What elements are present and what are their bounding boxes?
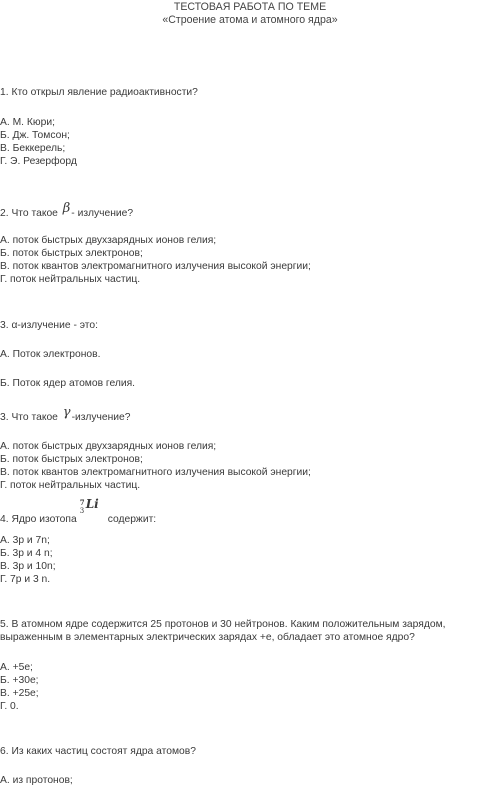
question-5-options <box>0 661 39 713</box>
question-text-line-2: выраженным в элементарных электрических зарядах +е, обладает это атомное ядро? <box>0 632 415 643</box>
question-1 <box>0 86 198 99</box>
question-prefix: 4. Ядро изотопа <box>0 514 77 525</box>
beta-symbol: β <box>62 201 71 216</box>
option-b: Б. Поток ядер атомов гелия. <box>0 378 136 389</box>
option-a: А. поток быстрых двухзарядных ионов гелия; <box>0 441 217 452</box>
question-2-options <box>0 234 311 286</box>
question-suffix: -излучение? <box>71 412 131 423</box>
option-d: Г. поток нейтральных частиц. <box>0 274 141 285</box>
question-text-line-1: 5. В атомном ядре содержится 25 протонов и 30 нейтронов. Каким положительным зарядом, <box>0 619 446 630</box>
option-d: Г. 7р и 3 n. <box>0 574 51 585</box>
question-6 <box>0 745 196 758</box>
option-b: Б. 3р и 4 n; <box>0 548 53 559</box>
option-c: В. поток квантов электромагнитного излучения высокой энергии; <box>0 467 311 478</box>
option-b: Б. +30е; <box>0 675 39 686</box>
question-2 <box>0 201 134 220</box>
question-1-options <box>0 116 77 168</box>
option-a: А. Поток электронов. <box>0 349 101 360</box>
option-a: А. М. Кюри; <box>0 117 55 128</box>
isotope-atomic-number: 3 <box>79 507 85 515</box>
question-4 <box>0 497 157 526</box>
isotope-mass-number: 7 <box>79 498 85 507</box>
question-prefix: 3. Что такое <box>0 412 58 423</box>
question-suffix: - излучение? <box>71 208 134 219</box>
option-d: Г. 0. <box>0 701 19 712</box>
document-subtitle: «Строение атома и атомного ядра» <box>162 14 338 26</box>
option-a: А. поток быстрых двухзарядных ионов гелия; <box>0 235 217 246</box>
gamma-symbol: γ <box>62 405 71 420</box>
option-c: В. Беккерель; <box>0 143 66 154</box>
option-d: Г. поток нейтральных частиц. <box>0 480 141 491</box>
question-3-alpha <box>0 319 98 332</box>
option-d: Г. Э. Резерфорд <box>0 156 77 167</box>
question-3-gamma <box>0 405 131 424</box>
option-a: А. из протонов; <box>0 775 73 786</box>
question-5 <box>0 618 446 644</box>
question-text <box>0 405 131 424</box>
question-text: 6. Из каких частиц состоят ядра атомов? <box>0 746 196 757</box>
option-c: В. 3р и 10n; <box>0 561 56 572</box>
option-b: Б. Дж. Томсон; <box>0 130 70 141</box>
question-text: 3. α-излучение - это: <box>0 320 98 331</box>
question-6-options <box>0 774 73 787</box>
document-title: ТЕСТОВАЯ РАБОТА ПО ТЕМЕ <box>173 1 327 13</box>
option-b: Б. поток быстрых электронов; <box>0 454 143 465</box>
question-text <box>0 201 134 220</box>
question-4-options <box>0 534 56 586</box>
option-c: В. +25е; <box>0 688 39 699</box>
isotope-element: Li <box>85 497 99 511</box>
question-text: 1. Кто открыл явление радиоактивности? <box>0 87 198 98</box>
option-c: В. поток квантов электромагнитного излучения высокой энергии; <box>0 261 311 272</box>
question-prefix: 2. Что такое <box>0 208 58 219</box>
question-suffix: содержит: <box>107 514 157 525</box>
question-3-gamma-options <box>0 440 311 492</box>
option-b: Б. поток быстрых электронов; <box>0 248 143 259</box>
question-3-alpha-option-a <box>0 348 100 361</box>
lithium-isotope-symbol <box>79 497 102 524</box>
option-a: А. 3р и 7n; <box>0 535 50 546</box>
document-header <box>0 1 500 27</box>
question-text <box>0 497 157 526</box>
question-3-alpha-option-b <box>0 377 135 390</box>
option-a: А. +5е; <box>0 662 33 673</box>
